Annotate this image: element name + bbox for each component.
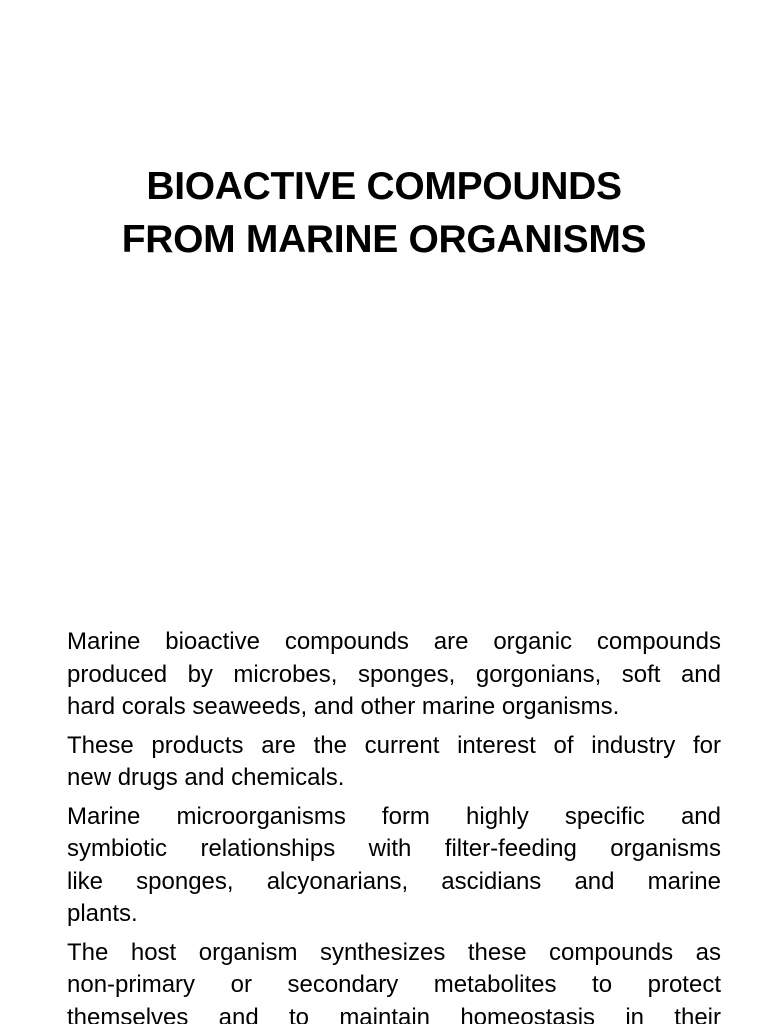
paragraph-4 bbox=[67, 937, 721, 1024]
paragraph-line: non-primary or secondary metabolites to protect bbox=[67, 971, 721, 998]
slide-title-line-2: FROM MARINE ORGANISMS bbox=[121, 218, 647, 261]
paragraph-line: themselves and to maintain homeostasis in their bbox=[67, 1003, 721, 1024]
paragraph-line: These products are the current interest of industry for bbox=[67, 731, 721, 759]
paragraph-line: plants. bbox=[67, 900, 138, 927]
paragraph-line: like sponges, alcyonarians, ascidians and marine bbox=[67, 867, 721, 895]
slide-body bbox=[67, 626, 721, 1024]
paragraph-line: hard corals seaweeds, and other marine organisms. bbox=[67, 693, 620, 720]
paragraph-line: new drugs and chemicals. bbox=[67, 764, 345, 791]
paragraph-2 bbox=[67, 730, 721, 795]
slide-title bbox=[40, 160, 728, 266]
paragraph-line: produced by microbes, sponges, gorgonians, soft and bbox=[67, 660, 721, 688]
slide-title-line-1: BIOACTIVE COMPOUNDS bbox=[146, 165, 622, 208]
paragraph-line: Marine bioactive compounds are organic compounds bbox=[67, 628, 721, 655]
paragraph-line: symbiotic relationships with filter-feeding organisms bbox=[67, 835, 721, 862]
paragraph-line: Marine microorganisms form highly specific and bbox=[67, 802, 721, 830]
paragraph-3 bbox=[67, 801, 721, 931]
paragraph-line: The host organism synthesizes these compounds as bbox=[67, 938, 721, 966]
paragraph-1 bbox=[67, 626, 721, 724]
